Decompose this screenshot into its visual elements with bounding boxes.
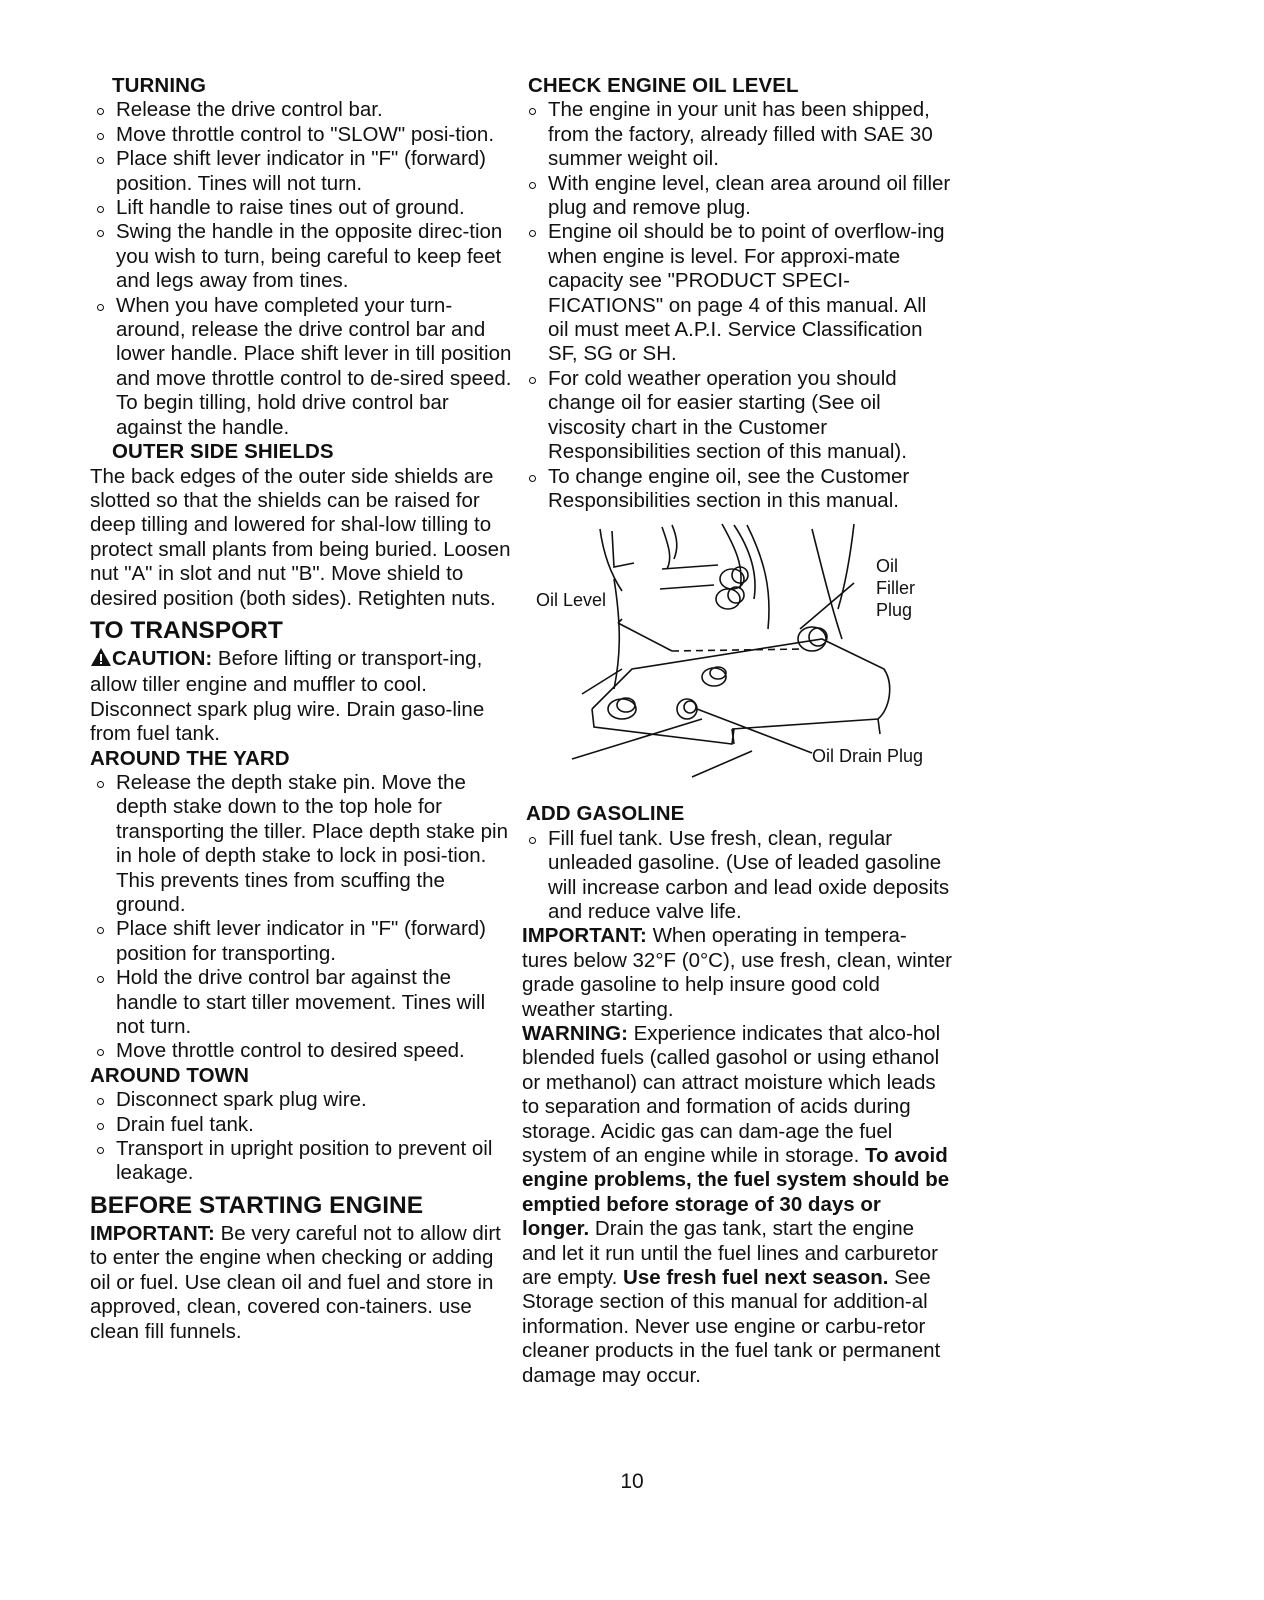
around-the-yard-list (90, 771, 515, 1064)
right-column (522, 74, 952, 1388)
check-oil-heading: CHECK ENGINE OIL LEVEL (528, 74, 799, 97)
list-item: With engine level, clean area around oil filler plug and remove plug. (522, 172, 952, 221)
list-item: Disconnect spark plug wire. (90, 1088, 515, 1112)
oil-filler-plug-line: Oil (876, 556, 898, 577)
important-text: Be very careful not to allow dirt to enter the engine when checking or adding oil or fuel. Use clean oil and fuel and store in approved, clean, covered con-tainers. use clean fill funnels. (90, 1221, 501, 1343)
section-check-engine-oil (522, 74, 952, 513)
outer-side-shields-heading: OUTER SIDE SHIELDS (112, 440, 334, 464)
turning-list (90, 98, 515, 440)
section-turning (90, 74, 515, 440)
list-item: The engine in your unit has been shipped, from the factory, already filled with SAE 30 summer weight oil. (522, 98, 952, 171)
list-item: Release the drive control bar. (90, 98, 515, 122)
left-column (90, 74, 515, 1344)
list-item: Engine oil should be to point of overflow-ing when engine is level. For approxi-mate capacity see "PRODUCT SPECI-FICATIONS" on page 4 of this manual. All oil must meet A.P.I. Service Classification SF, SG or SH. (522, 220, 952, 366)
section-to-transport (90, 617, 515, 747)
important-label: IMPORTANT: (522, 924, 647, 948)
warning-text: Experience indicates that alco-hol blended fuels (called gasohol or using ethanol or methanol) can attract moisture which leads to separation and formation of acids during storage. Acidic gas can dam-age the fuel system of an engine while in storage. (522, 1021, 941, 1167)
page-number: 10 (620, 1470, 644, 1493)
oil-level-label: Oil Level (536, 590, 607, 611)
list-item: Release the depth stake pin. Move the depth stake down to the top hole for transporting the tiller. Place depth stake pin in hole of depth stake to lock in posi-tion. This prevents tines from scuffing the ground. (90, 771, 515, 917)
section-around-the-yard (90, 747, 515, 1064)
list-item: To change engine oil, see the Customer Responsibilities section in this manual. (522, 465, 952, 514)
list-item: Transport in upright position to prevent oil leakage. (90, 1137, 515, 1186)
section-around-town (90, 1064, 515, 1186)
list-item: Fill fuel tank. Use fresh, clean, regular unleaded gasoline. (Use of leaded gasoline will increase carbon and lead oxide deposits and reduce valve life. (522, 827, 952, 925)
around-town-list (90, 1088, 515, 1186)
list-item: Swing the handle in the opposite direc-tion you wish to turn, being careful to keep feet and legs away from tines. (90, 220, 515, 293)
list-item: When you have completed your turn-around, release the drive control bar and lower handle. Place shift lever in till position and move throttle control to de-sired speed. To begin tilling, hold drive control bar against the handle. (90, 294, 515, 440)
oil-filler-plug-label (876, 555, 915, 621)
caution-label: CAUTION: (112, 646, 213, 670)
warning-paragraph (522, 1022, 952, 1388)
warning-text: See Storage section of this manual for addition-al information. Never use engine or carbu-retor cleaner products in the fuel tank or permanent damage may occur. (522, 1266, 941, 1387)
section-add-gasoline (522, 802, 952, 1388)
add-gasoline-list (522, 827, 952, 925)
important-paragraph (522, 924, 952, 1022)
around-town-heading: AROUND TOWN (90, 1063, 250, 1087)
add-gasoline-heading: ADD GASOLINE (526, 802, 685, 826)
before-starting-paragraph (90, 1222, 515, 1344)
list-item: Move throttle control to "SLOW" posi-tion. (90, 123, 515, 147)
list-item: Lift handle to raise tines out of ground. (90, 196, 515, 220)
outer-side-shields-text: The back edges of the outer side shields are slotted so that the shields can be raised for deep tilling and lowered for shal-low tilling to protect small plants from being buried. Loosen nut "A" in slot and nut "B". Move shield to desired position (both sides). Retighten nuts. (90, 464, 511, 610)
caution-text: Before lifting or transport-ing, allow tiller engine and muffler to cool. Disconnect spark plug wire. Drain gaso-line from fuel tank. (90, 646, 485, 746)
list-item: For cold weather operation you should change oil for easier starting (See oil viscosity chart in the Customer Responsibilities section of this manual). (522, 367, 952, 465)
section-outer-side-shields (90, 440, 515, 611)
important-text: When operating in tempera-tures below 32°F (0°C), use fresh, clean, winter grade gasoline to help insure good cold weather starting. (522, 924, 952, 1021)
section-before-starting-engine (90, 1192, 515, 1344)
around-the-yard-heading: AROUND THE YARD (90, 746, 290, 770)
check-oil-list (522, 98, 952, 513)
warning-triangle-icon (90, 647, 112, 673)
oil-drain-plug-label: Oil Drain Plug (812, 746, 924, 767)
list-item: Place shift lever indicator in "F" (forward) position. Tines will not turn. (90, 147, 515, 196)
warning-text: Drain the gas tank, start the engine and let it run until the fuel lines and carburetor are empty. (522, 1217, 938, 1290)
caution-paragraph (90, 647, 515, 747)
warning-label: WARNING: (522, 1021, 628, 1045)
warning-emphasis: Use fresh fuel next season. (623, 1266, 889, 1290)
oil-plug-diagram (522, 519, 952, 794)
before-starting-heading: BEFORE STARTING ENGINE (90, 1191, 424, 1219)
list-item: Place shift lever indicator in "F" (forward) position for transporting. (90, 917, 515, 966)
turning-heading: TURNING (112, 74, 207, 97)
oil-filler-plug-line: Plug (876, 600, 913, 621)
to-transport-heading: TO TRANSPORT (90, 616, 283, 644)
oil-filler-plug-line: Filler (876, 578, 915, 599)
important-label: IMPORTANT: (90, 1221, 215, 1245)
list-item: Hold the drive control bar against the handle to start tiller movement. Tines will not turn. (90, 966, 515, 1039)
list-item: Move throttle control to desired speed. (90, 1039, 515, 1063)
warning-emphasis: To avoid engine problems, the fuel system should be emptied before storage of 30 days or longer. (522, 1144, 950, 1241)
list-item: Drain fuel tank. (90, 1113, 515, 1137)
